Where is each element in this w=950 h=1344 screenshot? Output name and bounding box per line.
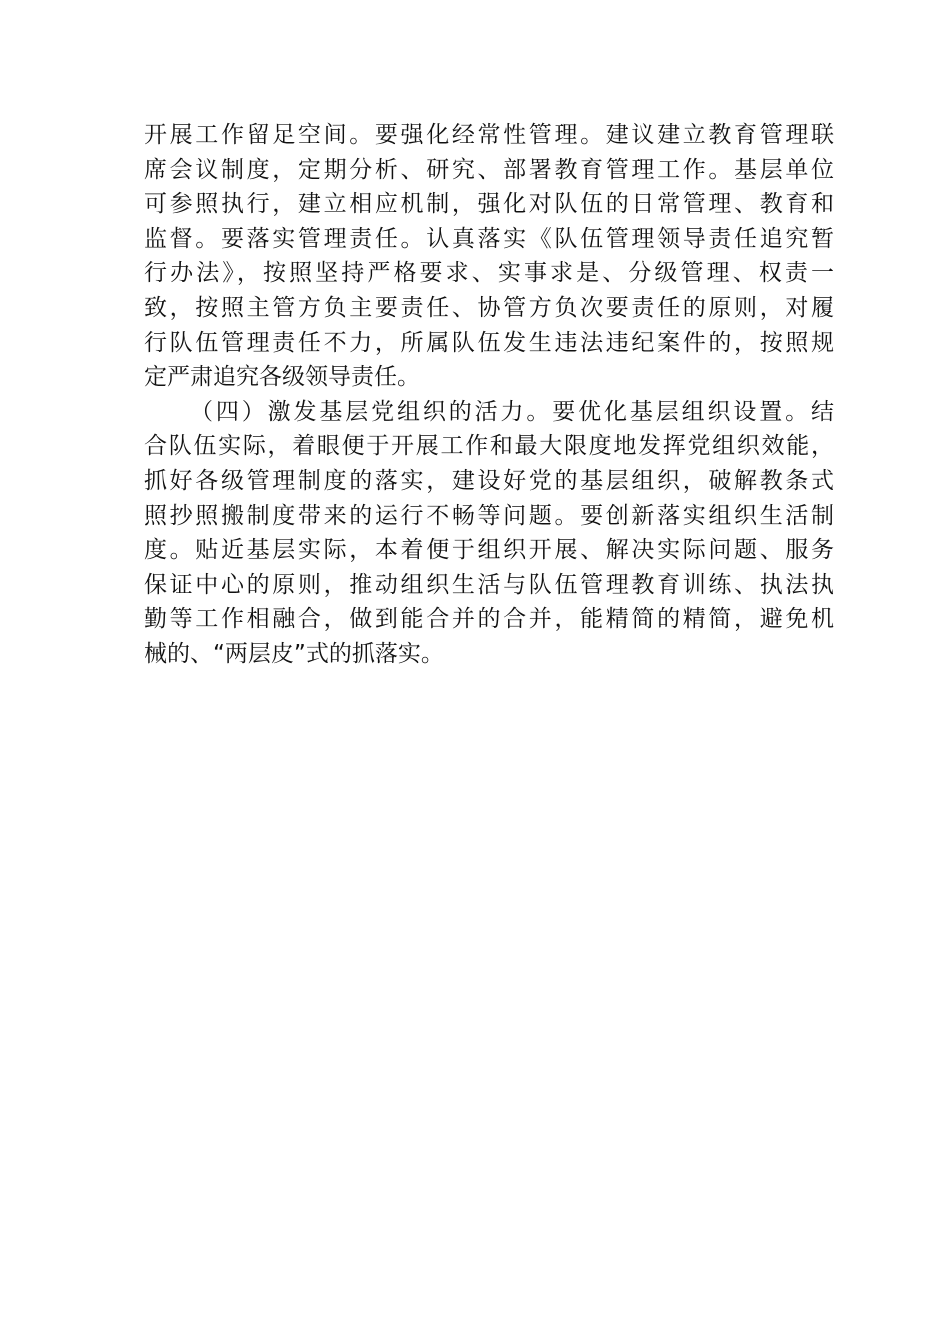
- paragraph-line: 勤等工作相融合，做到能合并的合并，能精简的精简，避免机: [144, 606, 834, 633]
- paragraph-line: 械的、“两层皮”式的抓落实。: [144, 640, 444, 667]
- paragraph-line: 保证中心的原则，推动组织生活与队伍管理教育训练、执法执: [144, 571, 834, 598]
- paragraph-line: 开展工作留足空间。要强化经常性管理。建议建立教育管理联: [144, 122, 834, 148]
- paragraph-2: [144, 395, 834, 672]
- paragraph-line: 定严肃追究各级领导责任。: [144, 364, 420, 391]
- paragraph-line: 致，按照主管方负主要责任、协管方负次要责任的原则，对履: [144, 294, 834, 321]
- paragraph-line: 可参照执行，建立相应机制，强化对队伍的日常管理、教育和: [144, 191, 834, 218]
- paragraph-line: 度。贴近基层实际，本着便于组织开展、解决实际问题、服务: [144, 537, 834, 564]
- paragraph-line: 监督。要落实管理责任。认真落实《队伍管理领导责任追究暂: [144, 225, 834, 252]
- paragraph-1: [144, 118, 834, 395]
- paragraph-line: 抓好各级管理制度的落实，建设好党的基层组织，破解教条式: [144, 467, 834, 494]
- paragraph-line: 照抄照搬制度带来的运行不畅等问题。要创新落实组织生活制: [144, 502, 834, 529]
- paragraph-line: 行队伍管理责任不力，所属队伍发生违法违纪案件的，按照规: [144, 329, 834, 356]
- paragraph-line: 行办法》，按照坚持严格要求、实事求是、分级管理、权责一: [144, 260, 834, 287]
- document-body: [144, 118, 834, 672]
- paragraph-line: 席会议制度，定期分析、研究、部署教育管理工作。基层单位: [144, 156, 834, 183]
- paragraph-line: 合队伍实际，着眼便于开展工作和最大限度地发挥党组织效能，: [144, 433, 834, 460]
- paragraph-line: （四）激发基层党组织的活力。要优化基层组织设置。结: [190, 398, 834, 425]
